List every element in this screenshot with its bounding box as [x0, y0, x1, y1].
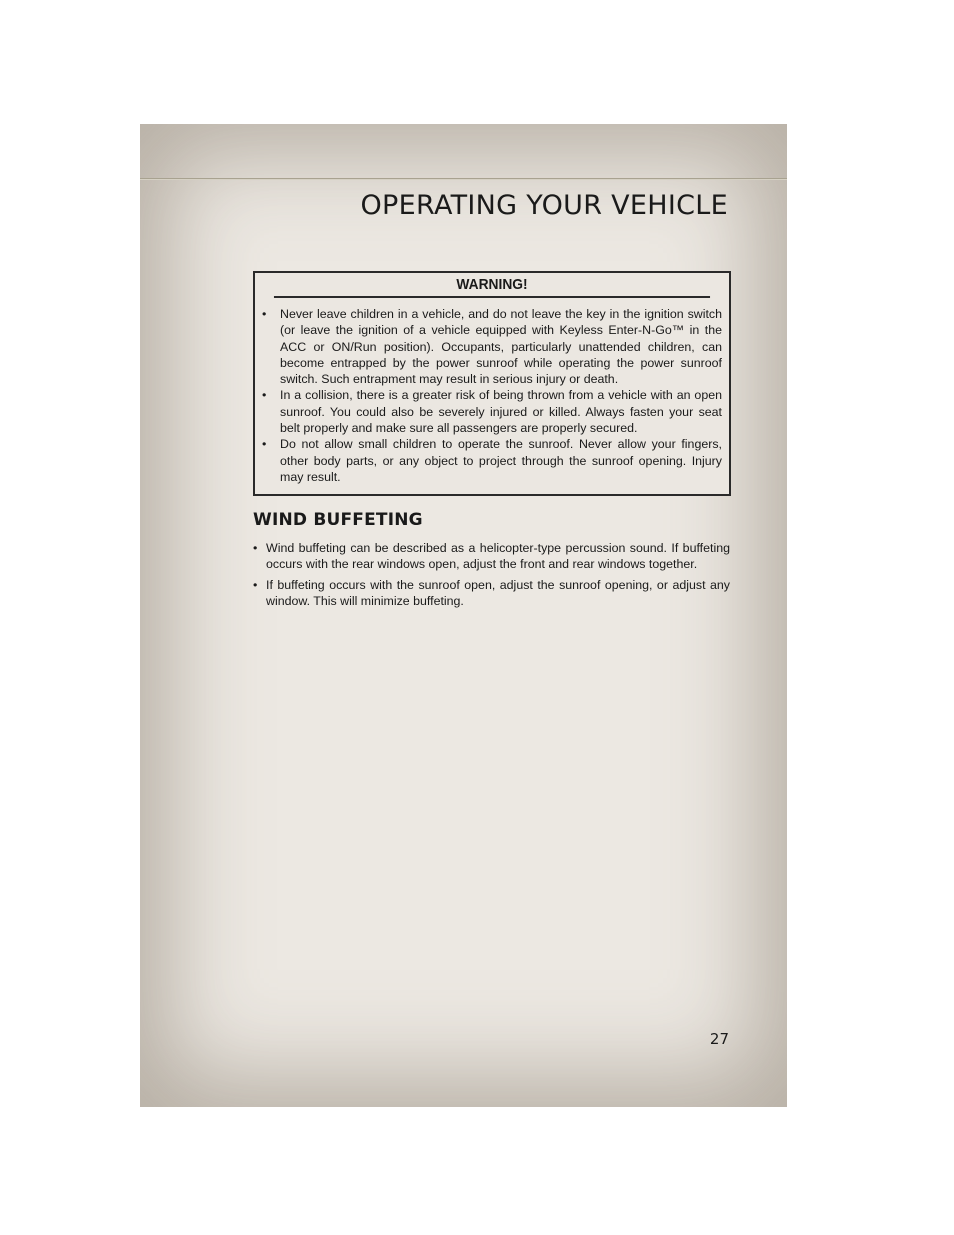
wind-buffeting-list: [253, 540, 730, 614]
warning-item-text: Do not allow small children to operate the sunroof. Never allow your fingers, other body parts, or any object to project through the sunroof opening. Injury may result.: [280, 437, 722, 484]
wind-buffeting-heading: WIND BUFFETING: [253, 510, 423, 530]
warning-title: WARNING!: [274, 273, 710, 298]
header-rule: [140, 178, 787, 180]
list-item-text: Wind buffeting can be described as a helicopter-type percussion sound. If buffeting occurs with the rear windows open, adjust the front and rear windows together.: [266, 541, 730, 571]
warning-item-text: Never leave children in a vehicle, and do not leave the key in the ignition switch (or leave the ignition of a vehicle equipped with Keyless Enter-N-Go™ in the ACC or ON/Run position). Occupants, particularly unattended children, can become entrapped by the power sunroof while operating the power sunroof switch. Such entrapment may result in serious injury or death.: [280, 307, 722, 387]
warning-item-text: In a collision, there is a greater risk of being thrown from a vehicle with an open sunroof. You could also be severely injured or killed. Always fasten your seat belt properly and make sure all passengers are properly secured.: [280, 388, 722, 436]
warning-box: [253, 271, 731, 496]
bullet-icon: •: [253, 578, 258, 592]
page-number: 27: [709, 1030, 729, 1048]
warning-item: [262, 436, 722, 485]
bullet-icon: •: [262, 307, 267, 321]
list-item-text: If buffeting occurs with the sunroof open, adjust the sunroof opening, or adjust any window. This will minimize buffeting.: [266, 578, 730, 608]
manual-page: [140, 124, 787, 1107]
warning-item: [262, 387, 722, 436]
bullet-icon: •: [253, 541, 258, 555]
warning-list: [255, 298, 729, 494]
warning-item: [262, 306, 722, 387]
list-item: [253, 540, 730, 572]
bullet-icon: •: [262, 388, 267, 403]
list-item: [253, 577, 730, 609]
section-title: OPERATING YOUR VEHICLE: [360, 190, 728, 221]
bullet-icon: •: [262, 437, 267, 452]
